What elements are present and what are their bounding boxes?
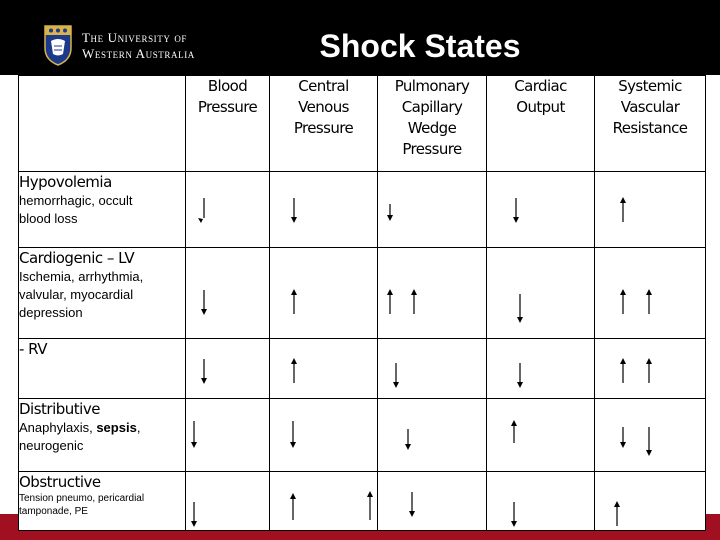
arrow-down-icon xyxy=(513,361,527,389)
condition-name: Cardiogenic – LV xyxy=(19,249,135,267)
condition-name: Hypovolemia xyxy=(19,173,112,191)
column-header-bp xyxy=(186,76,270,172)
row-header xyxy=(19,339,186,399)
university-name xyxy=(82,30,195,62)
condition-description: blood loss xyxy=(19,211,78,226)
arrow-down-icon xyxy=(513,292,527,324)
table-row xyxy=(19,339,706,399)
cell-cvp xyxy=(270,339,378,399)
arrow-down-icon xyxy=(389,361,403,389)
row-header xyxy=(19,248,186,339)
arrow-down-icon xyxy=(287,196,301,224)
row-header xyxy=(19,399,186,472)
cell-bp xyxy=(186,399,270,472)
cell-pcwp xyxy=(378,248,487,339)
arrow-down-icon xyxy=(401,427,415,451)
cell-pcwp xyxy=(378,472,487,531)
description-part: , xyxy=(136,420,141,435)
arrow-down-icon xyxy=(509,196,523,224)
table-row xyxy=(19,472,706,531)
cell-co xyxy=(487,172,595,248)
arrow-down-icon xyxy=(197,196,211,224)
column-header-co xyxy=(487,76,595,172)
row-header xyxy=(19,172,186,248)
arrow-up-icon xyxy=(616,357,630,385)
arrow-down-icon xyxy=(405,490,419,518)
column-header-cvp xyxy=(270,76,378,172)
cell-bp xyxy=(186,472,270,531)
arrow-down-icon xyxy=(383,202,397,222)
page-title: Shock States xyxy=(319,28,521,64)
arrow-up-icon xyxy=(407,288,421,316)
arrow-up-icon xyxy=(507,419,521,445)
condition-description: hemorrhagic, occult xyxy=(19,193,133,208)
table-row xyxy=(19,248,706,339)
cell-co xyxy=(487,339,595,399)
arrow-up-icon xyxy=(287,357,301,385)
condition-description: tamponade, PE xyxy=(19,506,88,517)
shock-states-table xyxy=(18,75,706,531)
column-header-line: Resistance xyxy=(612,119,688,137)
university-crest-icon xyxy=(43,24,73,66)
cell-svr xyxy=(595,472,706,531)
column-header-line: Systemic xyxy=(618,77,682,95)
description-part: sepsis xyxy=(96,420,137,435)
condition-description: Tension pneumo, pericardial xyxy=(19,493,145,504)
column-header-line: Pressure xyxy=(197,98,258,116)
column-header-line: Pressure xyxy=(402,140,462,158)
condition-name: - RV xyxy=(19,340,48,358)
university-name-line2: Western Australia xyxy=(82,46,195,61)
column-header-line: Vascular xyxy=(620,98,680,116)
row-header xyxy=(19,472,186,531)
condition-description xyxy=(19,419,185,437)
arrow-up-icon xyxy=(616,288,630,316)
cell-svr xyxy=(595,248,706,339)
table-header-row xyxy=(19,76,706,172)
arrow-down-icon xyxy=(197,288,211,316)
column-header-svr xyxy=(595,76,706,172)
condition-name: Distributive xyxy=(19,400,100,418)
cell-svr xyxy=(595,399,706,472)
arrow-down-icon xyxy=(616,425,630,449)
cell-svr xyxy=(595,339,706,399)
cell-pcwp xyxy=(378,172,487,248)
university-name-line1: The University of xyxy=(82,30,188,45)
corner-cell xyxy=(19,76,186,172)
cell-co xyxy=(487,399,595,472)
column-header-line: Blood xyxy=(207,77,248,95)
column-header-line: Pulmonary xyxy=(394,77,470,95)
condition-description: neurogenic xyxy=(19,438,84,453)
condition-description: Ischemia, arrhythmia, xyxy=(19,269,144,284)
condition-description: valvular, myocardial xyxy=(19,287,134,302)
slide-header xyxy=(0,0,720,75)
cell-bp xyxy=(186,339,270,399)
arrow-up-icon xyxy=(642,288,656,316)
column-header-line: Pressure xyxy=(293,119,354,137)
cell-cvp xyxy=(270,248,378,339)
arrow-down-icon xyxy=(286,419,300,449)
arrow-up-icon xyxy=(286,492,300,522)
table-row xyxy=(19,399,706,472)
arrow-up-icon xyxy=(610,500,624,528)
condition-description: depression xyxy=(19,305,83,320)
table-row xyxy=(19,172,706,248)
cell-svr xyxy=(595,172,706,248)
cell-bp xyxy=(186,172,270,248)
arrow-down-icon xyxy=(187,419,201,449)
cell-co xyxy=(487,472,595,531)
arrow-down-icon xyxy=(507,500,521,528)
column-header-line: Wedge xyxy=(407,119,457,137)
cell-cvp xyxy=(270,172,378,248)
cell-cvp xyxy=(270,399,378,472)
arrow-down-icon xyxy=(187,500,201,528)
column-header-line: Central xyxy=(298,77,349,95)
arrow-up-icon xyxy=(642,357,656,385)
column-header-line: Output xyxy=(516,98,565,116)
arrow-down-icon xyxy=(642,425,656,457)
column-header-line: Capillary xyxy=(401,98,463,116)
arrow-down-icon xyxy=(197,357,211,385)
arrow-up-icon xyxy=(616,196,630,224)
description-part: Anaphylaxis, xyxy=(19,420,97,435)
arrow-up-icon xyxy=(363,490,377,522)
arrow-up-icon xyxy=(287,288,301,316)
arrow-up-icon xyxy=(383,288,397,316)
column-header-line: Cardiac xyxy=(514,77,567,95)
condition-name: Obstructive xyxy=(19,473,101,491)
cell-cvp xyxy=(270,472,378,531)
cell-bp xyxy=(186,248,270,339)
cell-co xyxy=(487,248,595,339)
column-header-line: Venous xyxy=(298,98,349,116)
cell-pcwp xyxy=(378,399,487,472)
column-header-pcwp xyxy=(378,76,487,172)
cell-pcwp xyxy=(378,339,487,399)
